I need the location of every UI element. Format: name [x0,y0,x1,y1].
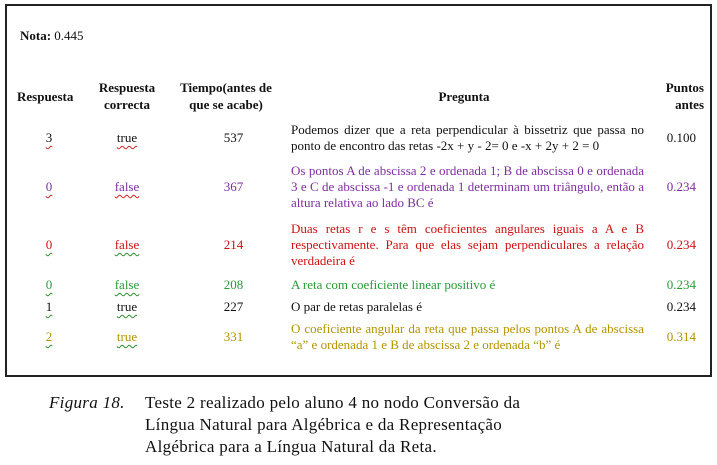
puntos-cell: 0.234 [666,179,696,194]
correcta-cell: false [114,277,140,292]
correcta-cell: false [114,237,140,252]
nota-label: Nota: [20,28,52,43]
table-row [15,118,706,158]
table-header-row [15,74,706,118]
tiempo-cell: 331 [223,329,244,344]
header-tiempo: Tiempo(antes de que se acabe) [180,80,272,112]
puntos-cell: 0.234 [666,277,696,292]
results-panel [5,4,712,377]
header-respuesta-correcta: Respuesta correcta [98,80,156,112]
pregunta-cell: A reta com coeficiente linear positivo é [291,277,496,292]
correcta-cell: true [116,299,138,314]
tiempo-cell: 367 [223,179,244,194]
answers-table [15,74,706,356]
respuesta-cell: 1 [45,299,53,314]
tiempo-cell: 537 [223,130,244,145]
correcta-cell: false [114,179,140,194]
figure-caption [49,392,520,458]
table-row [15,318,706,356]
header-pregunta: Pregunta [438,88,490,104]
header-puntos: Puntos antes [665,80,704,112]
respuesta-cell: 2 [45,329,53,344]
nota-value: 0.445 [54,28,84,43]
respuesta-cell: 0 [45,237,53,252]
puntos-cell: 0.234 [666,299,696,314]
pregunta-cell: Podemos dizer que a reta perpendicular à bissetriz que passa no ponto de encontro das retas -2x + y - 2= 0 e -x + 2y + 2 = 0 [291,122,644,153]
puntos-cell: 0.100 [666,130,696,145]
figure-number: Figura 18. [49,393,125,412]
header-respuesta: Respuesta [17,88,74,104]
table-row [15,158,706,216]
correcta-cell: true [116,329,138,344]
respuesta-cell: 0 [45,179,53,194]
pregunta-cell: O coeficiente angular da reta que passa pelos pontos A de abscissa “a” e ordenada 1 e B de abscissa 2 e ordenada “b” é [291,321,644,352]
puntos-cell: 0.234 [666,237,696,252]
table-row [15,296,706,318]
caption-line-2: Língua Natural para Algébrica e da Representação [145,415,503,434]
tiempo-cell: 208 [223,277,244,292]
pregunta-cell: Duas retas r e s têm coeficientes angulares iguais a A e B respectivamente. Para que elas sejam perpendiculares a relação verdadeira é [291,221,644,268]
respuesta-cell: 3 [45,130,53,145]
table-row [15,274,706,296]
table-row [15,216,706,274]
tiempo-cell: 214 [223,237,244,252]
caption-line-1: Teste 2 realizado pelo aluno 4 no nodo Conversão da [145,393,521,412]
caption-line-3: Algébrica para a Língua Natural da Reta. [145,437,437,456]
respuesta-cell: 0 [45,277,53,292]
tiempo-cell: 227 [223,299,244,314]
nota-score [20,28,84,44]
pregunta-cell: Os pontos A de abscissa 2 e ordenada 1; B de abscissa 0 e ordenada 3 e C de abscissa -1 e ordenada 1 determinam um triângulo, então a altura relativa ao lado BC é [291,163,644,210]
pregunta-cell: O par de retas paralelas é [291,299,423,314]
correcta-cell: true [116,130,138,145]
puntos-cell: 0.314 [666,329,696,344]
